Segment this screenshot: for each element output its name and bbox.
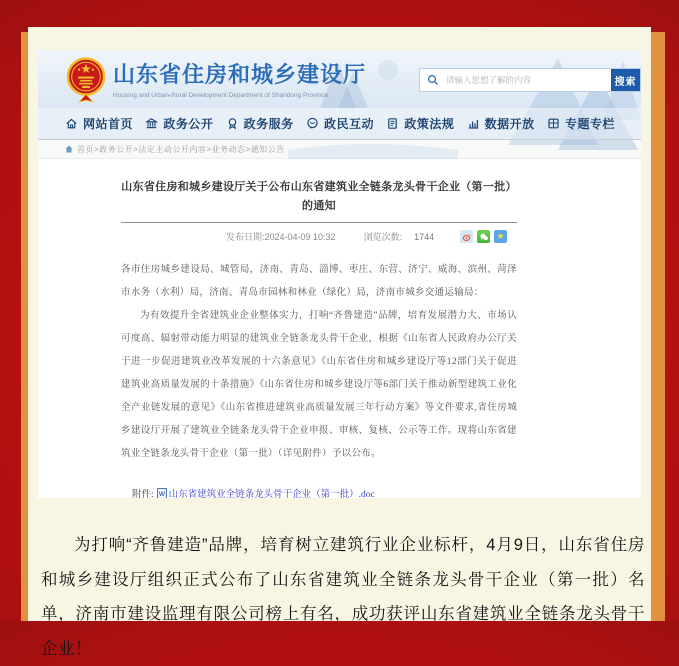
views-label: 浏览次数:	[363, 232, 403, 242]
site-banner	[38, 50, 641, 108]
nav-label: 政民互动	[323, 117, 374, 131]
article-title: 山东省住房和城乡建设厅关于公布山东省建筑业全链条龙头骨干企业（第一批）的通知	[121, 181, 517, 212]
nav-label: 政务服务	[243, 117, 294, 131]
agency-name-en: Housing and Urban-Rural Development Department of Shandong Province	[113, 92, 329, 99]
commentary-text: 为打响“齐鲁建造”品牌，培育树立建筑行业企业标杆，4月9日，山东省住房和城乡建设厅组织正式公布了山东省建筑业全链条龙头骨干企业（第一批）名单，济南市建设监理有限公司榜上有名，成功获评山东省建筑业全链条龙头骨干企业！	[41, 536, 645, 658]
wechat-icon[interactable]	[477, 230, 490, 243]
nav-item-gov-open[interactable]	[145, 115, 213, 132]
attachment-label: 附件:	[132, 490, 154, 498]
search-input[interactable]	[446, 69, 611, 91]
interaction-icon	[306, 117, 319, 130]
nav-item-gov-service[interactable]	[226, 115, 294, 132]
attachment-row	[121, 486, 517, 498]
nav-item-home[interactable]	[65, 115, 133, 132]
site-header	[38, 50, 641, 159]
breadcrumb	[38, 140, 641, 159]
paragraph-recipients: 各市住房城乡建设局、城管局，济南、青岛、淄博、枣庄、东营、济宁、威海、滨州、菏泽市水务（水利）局，济南、青岛市园林和林业（绿化）局，济南市城乡交通运输局：	[121, 265, 517, 298]
article	[38, 159, 641, 498]
policy-icon	[386, 117, 399, 130]
search-box	[419, 68, 641, 92]
nav-label: 政策法规	[404, 117, 455, 131]
website-screenshot	[38, 50, 641, 498]
home-icon	[65, 117, 78, 130]
attachment-link[interactable]	[157, 486, 375, 498]
agency-name: 山东省住房和城乡建设厅	[113, 62, 367, 87]
favorite-star-icon[interactable]: ★	[494, 230, 507, 243]
gov-open-icon	[145, 117, 158, 130]
nav-label: 专题专栏	[564, 117, 615, 131]
breadcrumb-home-icon	[65, 145, 73, 153]
breadcrumb-links[interactable]: 首页>政务公开>法定主动公开内容>业务动态>通知公告	[77, 144, 285, 154]
topics-icon	[547, 117, 560, 130]
content-card	[28, 27, 651, 658]
article-body	[121, 259, 517, 466]
nav-label: 政务公开	[163, 117, 214, 131]
nav-label: 数据开放	[484, 117, 535, 131]
attachment-link-text: 山东省建筑业全链条龙头骨干企业（第一批）.doc	[168, 490, 375, 498]
gov-service-icon	[226, 117, 239, 130]
svg-text:W: W	[158, 490, 165, 498]
nav-item-policy[interactable]	[386, 115, 454, 132]
search-icon	[420, 69, 446, 91]
weibo-icon[interactable]	[460, 230, 473, 243]
paragraph-main: 为有效提升全省建筑业企业整体实力，打响“齐鲁建造”品牌，培育发展潜力大、市场认可度高、辐射带动能力明显的建筑业全链条龙头骨干企业，根据《山东省人民政府办公厅关于进一步促进建筑业改革发展的十六条意见》《山东省住房和城乡建设厅等12部门关于促进建筑业高质量发展的十条措施》《山东省住房和城乡建设厅等6部门关于推动新型建筑工业化全产业链发展的意见》《山东省推进建筑业高质量发展三年行动方案》等文件要求,省住房城乡建设厅开展了建筑业全链条龙头骨干企业申报、审核、复核、公示等工作。现将山东省建筑业全链条龙头骨干企业（第一批）（详见附件）予以公布。	[121, 311, 517, 459]
share-buttons	[460, 230, 507, 243]
nav-label: 网站首页	[83, 117, 134, 131]
article-meta	[121, 230, 517, 243]
data-icon	[467, 117, 480, 130]
nav-item-topics[interactable]	[547, 115, 615, 132]
publish-date: 发布日期:2024-04-09 10:32	[226, 232, 336, 242]
title-divider	[121, 222, 517, 223]
nav-item-data[interactable]	[467, 115, 535, 132]
nav-item-interaction[interactable]	[306, 115, 374, 132]
main-nav	[38, 108, 641, 140]
national-emblem-icon	[66, 57, 106, 104]
doc-file-icon	[157, 488, 167, 499]
search-button[interactable]: 搜索	[611, 69, 640, 91]
views-count: 1744	[414, 231, 435, 242]
